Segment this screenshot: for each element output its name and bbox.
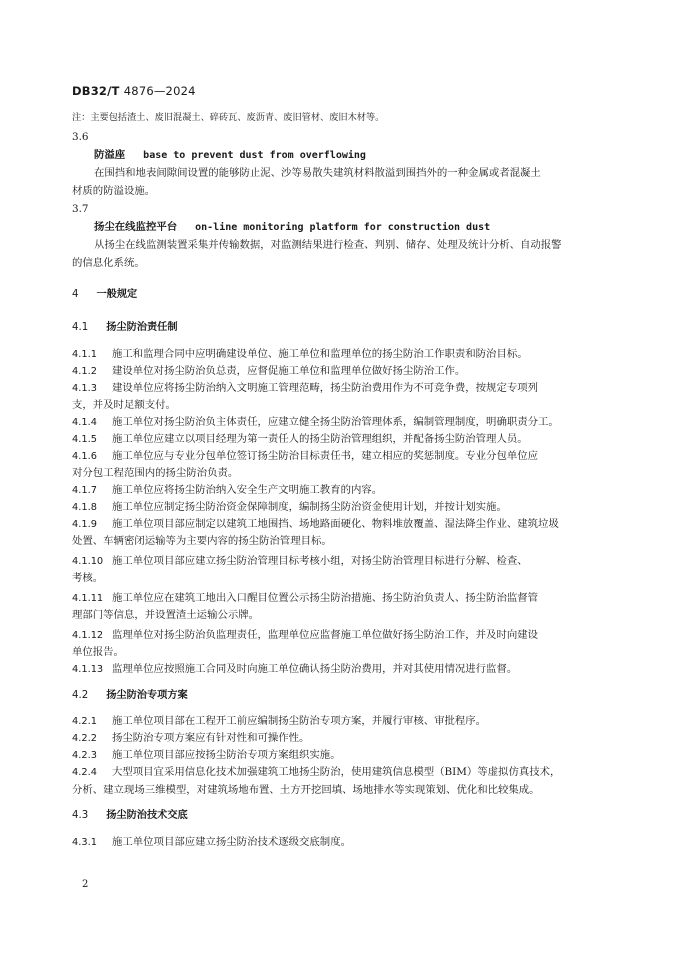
clause	[72, 713, 486, 730]
term-chinese: 防溢座	[94, 149, 126, 161]
clause-text-continued: 支，并及时足额支付。	[72, 399, 176, 411]
clause-text-continued: 理部门等信息，并设置渣土运输公示牌。	[72, 609, 260, 621]
chapter-number: 4	[72, 289, 79, 300]
clause	[72, 627, 538, 644]
clause-number: 4.1.1	[72, 349, 97, 360]
chapter-heading	[72, 287, 137, 303]
clause	[72, 661, 517, 678]
clause-text: 建设单位应将扬尘防治纳入文明施工管理范畴，扬尘防治费用作为不可竞争费，按规定专项列	[112, 382, 539, 394]
clause	[72, 590, 538, 607]
term-title	[94, 219, 490, 236]
clause-text: 施工单位项目部应按扬尘防治专项方案组织实施。	[112, 749, 341, 761]
term-definition-line: 在围挡和地表间隙间设置的能够防止泥、沙等易散失建筑材料散溢到围挡外的一种金属或者混凝土	[94, 167, 541, 179]
page-number: 2	[82, 879, 89, 890]
section-title: 扬尘防治技术交底	[106, 810, 188, 821]
clause	[72, 499, 507, 516]
clause	[72, 747, 341, 764]
clause	[72, 414, 559, 431]
clause-text: 施工和监理合同中应明确建设单位、施工单位和监理单位的扬尘防治工作职责和防治目标。	[112, 348, 528, 360]
clause	[72, 553, 528, 570]
clause	[72, 516, 559, 533]
clause	[72, 834, 351, 851]
clause-number: 4.1.3	[72, 383, 97, 394]
clause-number: 4.1.9	[72, 519, 97, 530]
clause-number: 4.3.1	[72, 837, 97, 848]
term-english: base to prevent dust from overflowing	[143, 150, 366, 161]
clause-text: 施工单位应将扬尘防治纳入安全生产文明施工教育的内容。	[112, 484, 383, 496]
clause-text: 监理单位应按照施工合同及时向施工单位确认扬尘防治费用，并对其使用情况进行监督。	[112, 663, 518, 675]
standard-code: DB32/T	[72, 84, 120, 98]
standard-code-header	[72, 84, 196, 98]
section-number: 4.2	[72, 690, 89, 701]
clause	[72, 764, 560, 781]
section-title: 扬尘防治责任制	[106, 322, 178, 333]
clause-text: 施工单位项目部应建立扬尘防治技术逐级交底制度。	[112, 836, 351, 848]
clause-text: 施工单位项目部在工程开工前应编制扬尘防治专项方案，并履行审核、审批程序。	[112, 715, 487, 727]
term-definition-line: 的信息化系统。	[72, 257, 145, 269]
clause-number: 4.1.4	[72, 417, 97, 428]
clause-number: 4.1.8	[72, 502, 97, 513]
clause-number: 4.1.7	[72, 485, 97, 496]
clause-text-continued: 对分包工程范围内的扬尘防治负责。	[72, 467, 239, 479]
clause	[72, 730, 309, 747]
clause-number: 4.1.11	[72, 593, 104, 604]
section-heading	[72, 688, 188, 704]
clause-number: 4.2.2	[72, 733, 97, 744]
note-text: 注：主要包括渣土、废旧混凝土、碎砖瓦、废沥青、废旧管材、废旧木材等。	[72, 112, 385, 123]
clause-number: 4.2.3	[72, 750, 97, 761]
clause-number: 4.2.1	[72, 716, 97, 727]
clause-number: 4.1.6	[72, 451, 97, 462]
clause-text: 建设单位对扬尘防治负总责，应督促施工单位和监理单位做好扬尘防治工作。	[112, 365, 466, 377]
clause-number: 4.1.5	[72, 434, 97, 445]
clause-text: 大型项目宜采用信息化技术加强建筑工地扬尘防治，使用建筑信息模型（BIM）等虚拟仿真技术，	[112, 766, 561, 778]
clause-text: 施工单位对扬尘防治负主体责任，应建立健全扬尘防治管理体系，编制管理制度，明确职责分工。	[112, 416, 559, 428]
clause-text: 施工单位项目部应建立扬尘防治管理目标考核小组，对扬尘防治管理目标进行分解、检查、	[112, 555, 528, 567]
term-definition-line: 材质的防溢设施。	[72, 185, 156, 197]
clause	[72, 431, 528, 448]
clause-text: 施工单位应建立以项目经理为第一责任人的扬尘防治管理组织，并配备扬尘防治管理人员。	[112, 433, 528, 445]
clause-number: 4.1.10	[72, 556, 104, 567]
clause	[72, 380, 538, 397]
section-heading	[72, 808, 188, 824]
clause-text-continued: 处置、车辆密闭运输等为主要内容的扬尘防治管理目标。	[72, 535, 332, 547]
clause	[72, 346, 528, 363]
clause-number: 4.1.12	[72, 630, 104, 641]
section-heading	[72, 320, 178, 336]
section-number: 4.1	[72, 322, 89, 333]
clause	[72, 363, 465, 380]
clause	[72, 448, 538, 465]
term-title	[94, 147, 366, 164]
clause-text: 施工单位应制定扬尘防治资金保障制度，编制扬尘防治资金使用计划，并按计划实施。	[112, 501, 507, 513]
chapter-title: 一般规定	[96, 289, 138, 300]
term-definition-line: 从扬尘在线监测装置采集并传输数据，对监测结果进行检查、判别、储存、处理及统计分析、自动报警	[94, 239, 562, 251]
clause-text-continued: 单位报告。	[72, 646, 124, 658]
term-number: 3.7	[72, 203, 89, 215]
term-chinese: 扬尘在线监控平台	[94, 221, 178, 233]
clause-number: 4.1.2	[72, 366, 97, 377]
term-number: 3.6	[72, 131, 89, 143]
clause-text: 施工单位项目部应制定以建筑工地围挡、场地路面硬化、物料堆放覆盖、湿法降尘作业、建筑垃圾	[112, 518, 559, 530]
clause-number: 4.2.4	[72, 767, 97, 778]
clause-number: 4.1.13	[72, 664, 104, 675]
clause-text-continued: 分析、建立现场三维模型，对建筑场地布置、土方开挖回填、场地排水等实现策划、优化和比较集成。	[72, 784, 540, 796]
section-number: 4.3	[72, 810, 89, 821]
clause	[72, 482, 382, 499]
clause-text: 施工单位应在建筑工地出入口醒目位置公示扬尘防治措施、扬尘防治负责人、扬尘防治监督管	[112, 592, 539, 604]
standard-number: 4876—2024	[123, 84, 196, 98]
term-english: on-line monitoring platform for construction dust	[195, 222, 491, 233]
clause-text: 扬尘防治专项方案应有针对性和可操作性。	[112, 732, 310, 744]
clause-text: 施工单位应与专业分包单位签订扬尘防治目标责任书，建立相应的奖惩制度。专业分包单位应	[112, 450, 539, 462]
clause-text-continued: 考核。	[72, 572, 104, 584]
section-title: 扬尘防治专项方案	[106, 690, 188, 701]
clause-text: 监理单位对扬尘防治负监理责任，监理单位应监督施工单位做好扬尘防治工作，并及时向建设	[112, 629, 539, 641]
